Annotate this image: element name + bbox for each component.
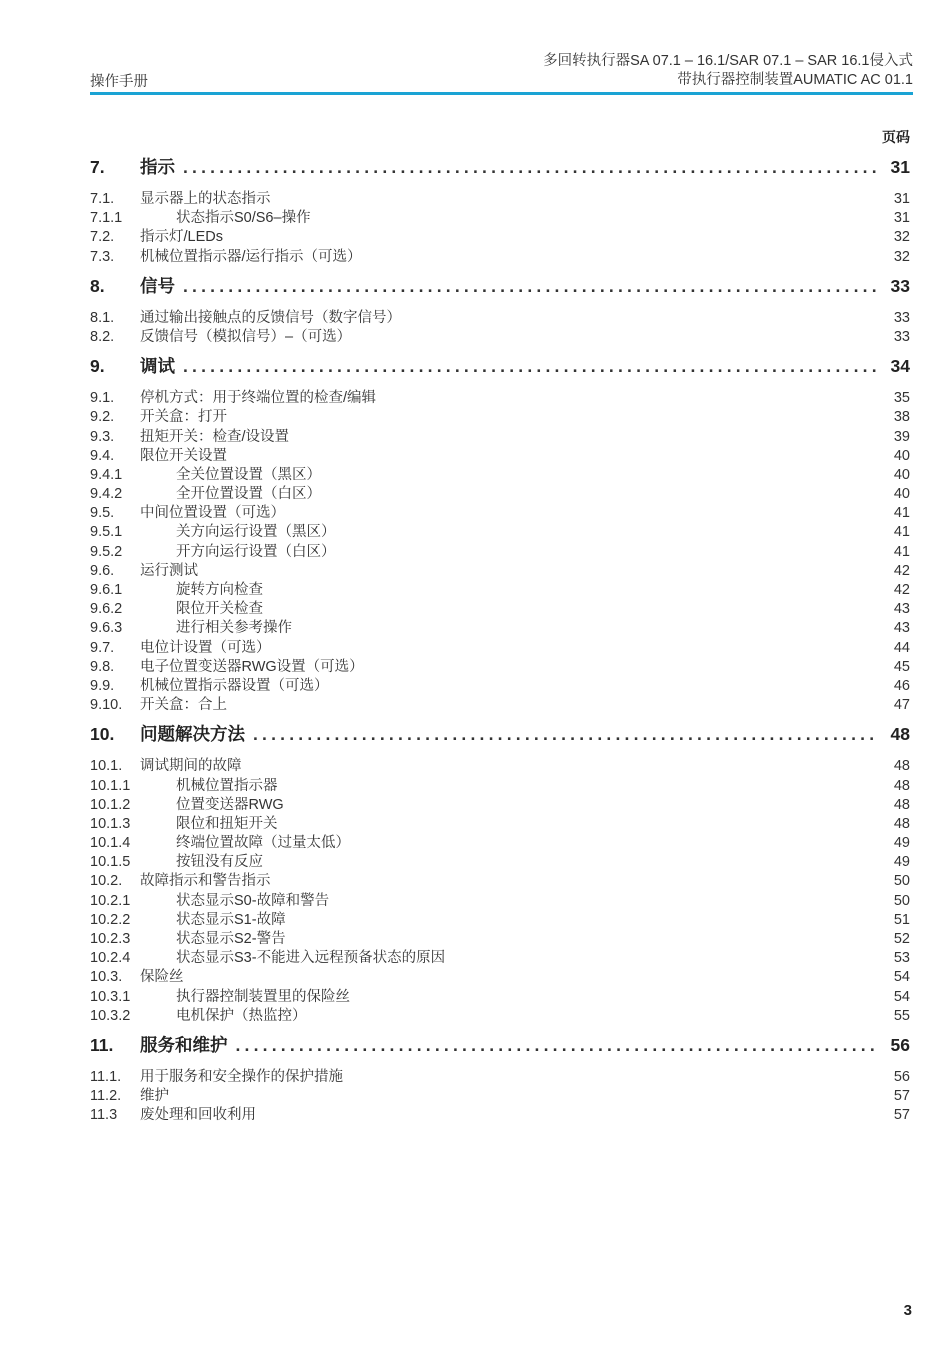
toc-subsection[interactable]	[90, 463, 910, 482]
section-page: 53	[893, 950, 910, 967]
chapter-number: 8.	[90, 275, 105, 296]
toc-section[interactable]	[90, 405, 910, 424]
section-number: 9.8.	[90, 658, 115, 675]
section-number: 9.6.1	[90, 582, 123, 598]
section-number: 9.6.2	[90, 601, 123, 618]
section-page: 55	[893, 1007, 910, 1024]
section-page: 48	[893, 796, 910, 813]
section-title: 按钮没有反应	[176, 854, 263, 871]
section-number: 9.5.1	[90, 524, 123, 541]
section-title: 状态显示S3-不能进入远程预备状态的原因	[176, 950, 446, 967]
section-page: 54	[893, 988, 910, 1005]
section-number: 7.1.	[90, 191, 115, 207]
chapter-title: 服务和维护	[140, 1034, 228, 1055]
toc-section[interactable]	[90, 674, 910, 693]
section-number: 10.2.4	[90, 950, 131, 967]
toc-section[interactable]	[90, 187, 910, 206]
chapter-page: 48	[890, 724, 910, 745]
toc-chapter[interactable]	[90, 1032, 910, 1065]
section-page: 57	[893, 1088, 910, 1105]
section-page: 52	[893, 931, 910, 947]
toc-subsection[interactable]	[90, 597, 910, 616]
section-number: 7.1.1	[90, 210, 123, 227]
section-number: 9.9.	[90, 677, 115, 694]
section-page: 50	[893, 892, 910, 909]
section-title: 电子位置变送器RWG设置（可选）	[140, 658, 364, 675]
section-title: 全开位置设置（白区）	[176, 486, 321, 503]
section-page: 43	[893, 601, 910, 618]
section-page: 42	[893, 562, 910, 579]
section-page: 41	[893, 524, 910, 541]
section-title: 终端位置故障（过量太低）	[176, 835, 350, 852]
section-title: 开关盒：合上	[140, 697, 227, 714]
section-page: 42	[893, 582, 910, 598]
section-number: 10.3.2	[90, 1007, 131, 1024]
section-page: 41	[893, 505, 910, 522]
section-title: 停机方式：用于终端位置的检查/编辑	[140, 390, 377, 407]
section-number: 11.1.	[90, 1068, 122, 1085]
section-title: 全关位置设置（黑区）	[176, 466, 321, 483]
section-page: 43	[893, 620, 910, 637]
section-page: 33	[893, 328, 910, 345]
section-number: 7.3.	[90, 248, 115, 265]
section-title: 指示灯/LEDs	[140, 229, 223, 246]
toc-section[interactable]	[90, 501, 910, 520]
chapter-page: 31	[890, 157, 910, 177]
section-page: 49	[893, 835, 910, 852]
section-number: 9.1.	[90, 390, 115, 407]
section-title: 用于服务和安全操作的保护措施	[140, 1068, 343, 1085]
document-title-line2: 带执行器控制装置AUMATIC AC 01.1	[677, 72, 913, 88]
toc-subsection[interactable]	[90, 889, 910, 908]
dot-leader	[183, 356, 876, 377]
section-title: 维护	[140, 1088, 169, 1105]
section-page: 32	[893, 229, 910, 246]
section-page: 41	[893, 543, 910, 560]
section-page: 40	[893, 447, 910, 464]
toc-section[interactable]	[90, 1065, 910, 1084]
section-number: 9.6.	[90, 562, 115, 579]
section-title: 状态指示S0/S6–操作	[176, 210, 311, 227]
toc-subsection[interactable]	[90, 812, 910, 831]
section-page: 50	[893, 873, 910, 890]
section-page: 48	[893, 815, 910, 832]
section-title: 机械位置指示器/运行指示（可选）	[140, 248, 362, 265]
section-title: 进行相关参考操作	[176, 620, 292, 637]
section-number: 7.2.	[90, 229, 115, 246]
section-title: 保险丝	[140, 969, 184, 986]
section-number: 10.1.1	[90, 777, 131, 794]
section-title: 旋转方向检查	[176, 582, 263, 598]
toc-subsection[interactable]	[90, 540, 910, 559]
toc-chapter[interactable]	[90, 353, 910, 386]
chapter-page: 33	[890, 275, 910, 296]
section-number: 9.2.	[90, 409, 115, 426]
toc-entry-list	[90, 386, 910, 717]
section-number: 11.3	[90, 1107, 118, 1124]
document-title	[543, 52, 913, 90]
toc-section[interactable]	[90, 1103, 910, 1122]
section-title: 故障指示和警告指示	[140, 873, 271, 890]
section-number: 10.2.3	[90, 931, 131, 947]
section-page: 32	[893, 248, 910, 265]
section-title: 状态显示S0-故障和警告	[176, 892, 330, 909]
chapter-number: 9.	[90, 356, 105, 377]
section-title: 通过输出接触点的反馈信号（数字信号）	[140, 309, 401, 326]
toc-entry-list	[90, 754, 910, 1028]
section-number: 10.2.1	[90, 892, 131, 909]
chapter-number: 7.	[90, 157, 105, 177]
section-number: 9.5.2	[90, 543, 123, 560]
table-of-contents	[90, 150, 910, 1128]
section-number: 10.1.	[90, 758, 123, 775]
section-page: 51	[893, 911, 910, 928]
toc-section[interactable]	[90, 869, 910, 888]
toc-chapter[interactable]	[90, 273, 910, 306]
section-page: 47	[893, 697, 910, 714]
section-number: 9.5.	[90, 505, 115, 522]
toc-section[interactable]	[90, 425, 910, 444]
dot-leader	[183, 157, 876, 178]
toc-entry-list	[90, 187, 910, 269]
toc-section[interactable]	[90, 754, 910, 773]
chapter-title: 信号	[140, 275, 175, 296]
toc-subsection[interactable]	[90, 985, 910, 1004]
toc-entry-list	[90, 306, 910, 349]
section-title: 限位开关检查	[176, 601, 263, 618]
toc-subsection[interactable]	[90, 908, 910, 927]
toc-subsection[interactable]	[90, 616, 910, 635]
toc-section[interactable]	[90, 655, 910, 674]
toc-subsection[interactable]	[90, 850, 910, 869]
section-number: 10.3.	[90, 969, 123, 986]
chapter-number: 10.	[90, 724, 115, 745]
toc-chapter[interactable]	[90, 154, 910, 187]
section-title: 限位开关设置	[140, 447, 227, 464]
section-page: 31	[893, 210, 910, 227]
section-title: 电位计设置（可选）	[140, 639, 271, 656]
section-page: 40	[893, 466, 910, 483]
section-number: 10.2.	[90, 873, 123, 890]
section-number: 10.3.1	[90, 988, 131, 1005]
chapter-number: 11.	[90, 1034, 114, 1055]
section-title: 关方向运行设置（黑区）	[176, 524, 336, 541]
toc-subsection[interactable]	[90, 927, 910, 946]
toc-section[interactable]	[90, 636, 910, 655]
section-title: 反馈信号（模拟信号）–（可选）	[140, 328, 352, 345]
section-title: 状态显示S2-警告	[176, 931, 286, 947]
section-number: 9.3.	[90, 428, 115, 445]
toc-section[interactable]	[90, 965, 910, 984]
section-number: 9.4.2	[90, 486, 123, 503]
section-number: 10.1.2	[90, 796, 131, 813]
section-title: 位置变送器RWG	[176, 796, 284, 813]
header-divider	[90, 92, 913, 95]
section-title: 中间位置设置（可选）	[140, 505, 285, 522]
chapter-title: 调试	[140, 356, 175, 377]
toc-subsection[interactable]	[90, 774, 910, 793]
section-page: 48	[893, 777, 910, 794]
chapter-page: 34	[890, 356, 910, 377]
section-number: 10.1.5	[90, 854, 131, 871]
dot-leader	[236, 1035, 877, 1056]
toc-subsection[interactable]	[90, 946, 910, 965]
toc-subsection[interactable]	[90, 578, 910, 597]
section-number: 9.4.1	[90, 466, 123, 483]
section-page: 39	[893, 428, 910, 445]
toc-section[interactable]	[90, 245, 910, 264]
section-number: 8.2.	[90, 328, 115, 345]
toc-subsection[interactable]	[90, 1004, 910, 1023]
section-page: 48	[893, 758, 910, 775]
section-page: 44	[893, 639, 910, 656]
toc-section[interactable]	[90, 225, 910, 244]
section-page: 57	[893, 1107, 910, 1124]
manual-type-label: 操作手册	[90, 74, 148, 90]
toc-entry-list	[90, 1065, 910, 1128]
section-number: 9.6.3	[90, 620, 123, 637]
section-page: 31	[893, 191, 910, 207]
chapter-title: 指示	[140, 157, 175, 177]
toc-section[interactable]	[90, 693, 910, 712]
toc-subsection[interactable]	[90, 831, 910, 850]
section-title: 电机保护（热监控）	[176, 1007, 307, 1024]
section-page: 54	[893, 969, 910, 986]
toc-section[interactable]	[90, 559, 910, 578]
section-title: 调试期间的故障	[140, 758, 242, 775]
section-number: 10.1.4	[90, 835, 131, 852]
toc-subsection[interactable]	[90, 206, 910, 225]
section-number: 10.1.3	[90, 815, 131, 832]
page-column-label: 页码	[882, 129, 910, 145]
toc-subsection[interactable]	[90, 520, 910, 539]
section-number: 8.1.	[90, 309, 115, 326]
dot-leader	[183, 276, 876, 297]
page-number: 3	[903, 1302, 912, 1319]
section-number: 9.4.	[90, 447, 115, 464]
chapter-title: 问题解决方法	[140, 724, 245, 745]
toc-section[interactable]	[90, 444, 910, 463]
section-page: 33	[893, 309, 910, 326]
toc-subsection[interactable]	[90, 793, 910, 812]
toc-section[interactable]	[90, 1084, 910, 1103]
section-page: 56	[893, 1068, 910, 1085]
section-title: 废处理和回收利用	[140, 1107, 256, 1124]
section-number: 10.2.2	[90, 911, 131, 928]
toc-subsection[interactable]	[90, 482, 910, 501]
section-title: 扭矩开关：检查/设设置	[140, 428, 290, 445]
section-page: 45	[893, 658, 910, 675]
section-title: 状态显示S1-故障	[176, 911, 286, 928]
section-title: 开关盒：打开	[140, 409, 227, 426]
toc-section[interactable]	[90, 325, 910, 344]
section-page: 49	[893, 854, 910, 871]
toc-chapter[interactable]	[90, 721, 910, 754]
section-page: 46	[893, 677, 910, 694]
section-number: 11.2.	[90, 1088, 122, 1105]
section-title: 执行器控制装置里的保险丝	[176, 988, 350, 1005]
section-title: 机械位置指示器	[176, 777, 278, 794]
section-page: 40	[893, 486, 910, 503]
section-number: 9.10.	[90, 697, 123, 714]
section-title: 限位和扭矩开关	[176, 815, 278, 832]
toc-section[interactable]	[90, 386, 910, 405]
section-number: 9.7.	[90, 639, 115, 656]
section-title: 显示器上的状态指示	[140, 191, 271, 207]
section-page: 38	[893, 409, 910, 426]
section-title: 开方向运行设置（白区）	[176, 543, 336, 560]
toc-section[interactable]	[90, 306, 910, 325]
section-page: 35	[893, 390, 910, 407]
chapter-page: 56	[890, 1034, 910, 1055]
section-title: 运行测试	[140, 562, 198, 579]
document-title-line1: 多回转执行器SA 07.1 – 16.1/SAR 07.1 – SAR 16.1侵入式	[543, 53, 913, 69]
dot-leader	[253, 724, 876, 745]
section-title: 机械位置指示器设置（可选）	[140, 677, 329, 694]
